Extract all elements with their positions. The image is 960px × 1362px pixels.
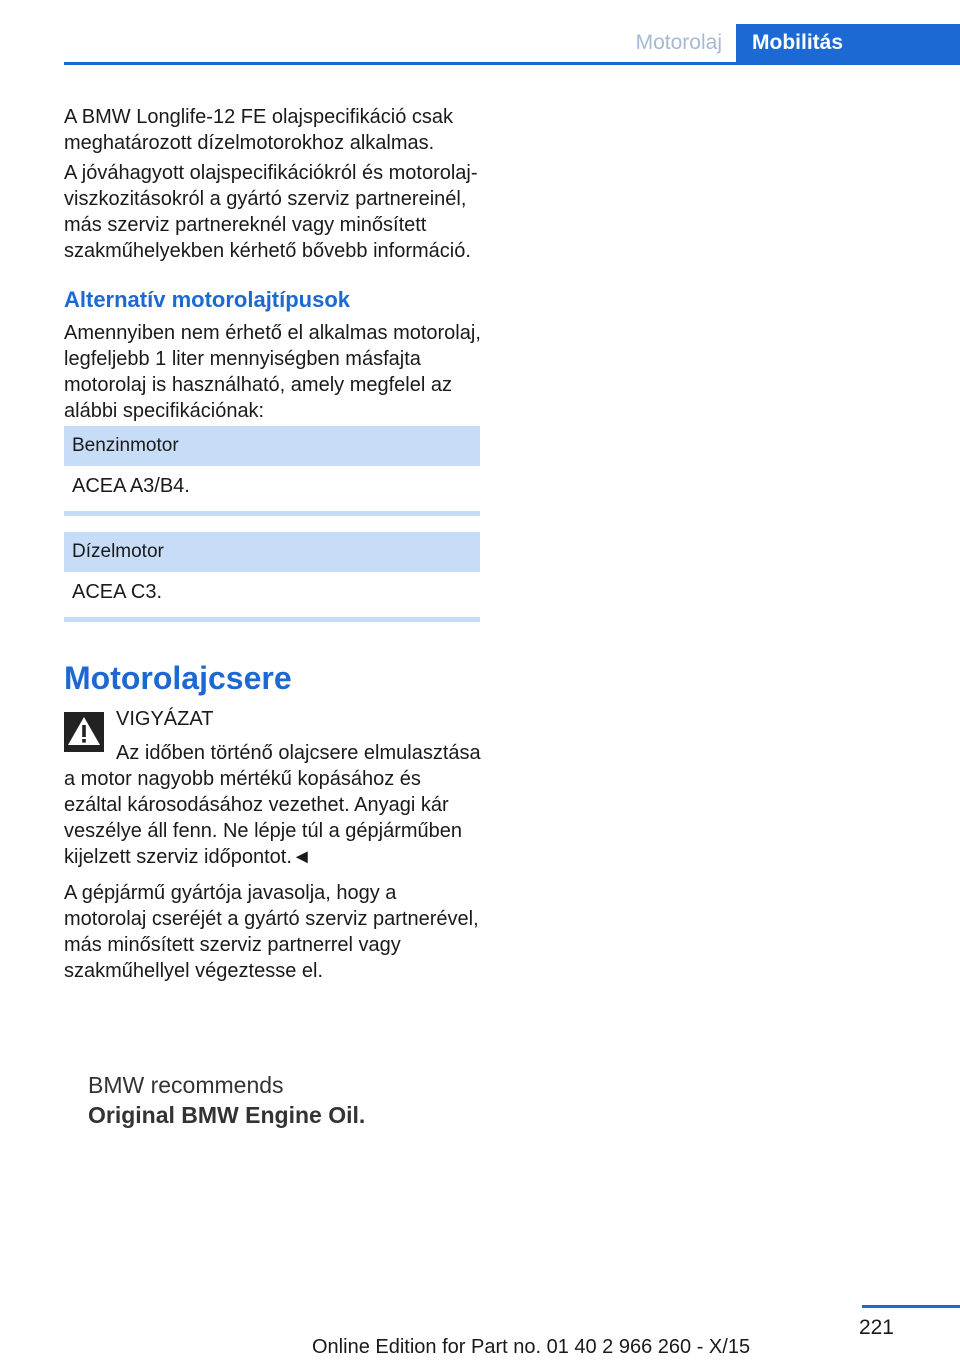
spec-table-header: Dízelmotor bbox=[64, 532, 480, 572]
spec-table-bottom-bar bbox=[64, 617, 480, 622]
subheading-alternative-oils: Alternatív motorolajtípusok bbox=[64, 287, 351, 312]
spec-table-header: Benzinmotor bbox=[64, 426, 480, 466]
warning-text bbox=[64, 740, 484, 870]
paragraph-longlife: A BMW Longlife-12 FE olajspecifikáció csak meghatározott dízelmotorokhoz alkalmas. bbox=[64, 106, 454, 154]
bmw-oil-advertisement bbox=[88, 1070, 408, 1130]
ad-line-original-oil: Original BMW Engine Oil. bbox=[88, 1102, 366, 1128]
paragraph-oil-change-recommendation: A gépjármű gyártója javasolja, hogy a motorolaj cseréjét a gyártó szerviz partnerével, más minősített szerviz partnerrel vagy szakműhellyel végeztesse el. bbox=[64, 882, 479, 982]
spec-table-petrol bbox=[64, 426, 480, 516]
paragraph-approved-specs: A jóváhagyott olajspecifikációkról és motorolaj-viszkozitásokról a gyártó szerviz partnereinél, más szerviz partnereknél vagy minősített szakműhelyekben kérhető bővebb információ. bbox=[64, 162, 478, 262]
ad-line-recommends: BMW recommends bbox=[88, 1072, 284, 1098]
spec-table-diesel bbox=[64, 532, 480, 622]
warning-text-rest: a motor nagyobb mértékű kopásához és ezáltal károsodásához vezethet. Anyagi kár veszélye áll fenn. Ne lépje túl a gépjárműben kijelzett szerviz időpontot.◄ bbox=[64, 768, 463, 868]
page-number: 221 bbox=[858, 1316, 894, 1339]
footer-rule bbox=[862, 1305, 960, 1308]
spec-table-value: ACEA C3. bbox=[72, 581, 163, 603]
spec-table-bottom-bar bbox=[64, 511, 480, 516]
edition-footer: Online Edition for Part no. 01 40 2 966 260 - X/15 bbox=[312, 1336, 751, 1358]
header-section-tab[interactable]: Motorolaj bbox=[635, 31, 722, 54]
paragraph-alternative-oils: Amennyiben nem érhető el alkalmas motorolaj, legfeljebb 1 liter mennyiségben másfajta motorolaj is használható, amely megfelel az alábbi specifikációnak: bbox=[64, 322, 481, 422]
spec-table-value: ACEA A3/B4. bbox=[72, 475, 190, 497]
page-header bbox=[64, 24, 960, 65]
heading-oil-change: Motorolajcsere bbox=[64, 660, 292, 696]
header-chapter-tab[interactable]: Mobilitás bbox=[736, 24, 960, 62]
warning-text-first-line: Az időben történő olajcsere elmulasztása bbox=[116, 742, 481, 764]
warning-title: VIGYÁZAT bbox=[116, 708, 214, 730]
